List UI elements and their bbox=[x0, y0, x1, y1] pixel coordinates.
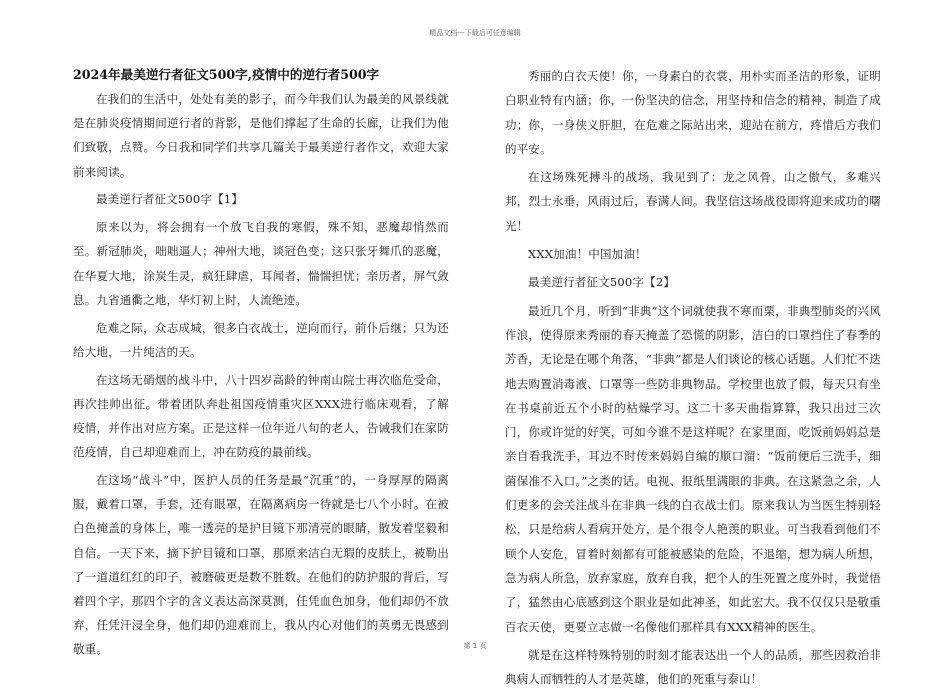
body-paragraph: 原来以为，将会拥有一个放飞自我的寒假，殊不知，恶魔却悄然而至。新冠肺炎，咄咄逼人；神州大地，谈冠色变；这只张牙舞爪的恶魔，在华夏大地，涂炭生灵，疯狂肆虐，耳闻者，惴惴担忧；亲历者，屏气敛息。九省通衢之地，华灯初上时，人流绝迹。 bbox=[73, 220, 449, 307]
section-heading-2: 最美逆行者征文500字【2】 bbox=[528, 275, 676, 290]
section-heading-1: 最美逆行者征文500字【1】 bbox=[96, 192, 244, 207]
body-paragraph: 秀丽的白衣天使！你，一身素白的衣裳，用朴实而圣洁的形象，证明白职业特有内涵；你，一份坚决的信念，用坚持和信念的精神，制造了成功；你，一身侠义肝胆，在危难之际站出来，迎站在前方，疼惜后方我们的平安。 bbox=[505, 69, 881, 156]
left-column bbox=[73, 64, 449, 665]
body-paragraph: 危难之际，众志成城，很多白衣战士，逆向而行，前仆后继；只为还给大地，一片纯洁的天。 bbox=[73, 320, 449, 359]
intro-paragraph: 在我们的生活中，处处有美的影子，而今年我们认为最美的风景线就是在肺炎疫情期间逆行者的背影，是他们撑起了生命的长廊，让我们为他们致敬，点赞。今日我和同学们共享几篇关于最美逆行者作文，欢迎大家前来阅读。 bbox=[73, 92, 449, 179]
body-paragraph: 在这场无硝烟的战斗中，八十四岁高龄的钟南山院士再次临危受命，再次挂帅出征。带着团队奔赴祖国疫情重灾区XXX进行临床观看，了解疫情，并作出对应方案。正是这样一位年近八旬的老人，告诫我们在家防范疫情，自己却迎难而上，冲在防疫的最前线。 bbox=[73, 372, 449, 460]
body-paragraph: 在这场“战斗”中，医护人员的任务是最“沉重”的，一身厚厚的隔离服，戴着口罩，手套，还有眼罩，在隔离病房一待就是七八个小时。在被白色掩盖的身体上，唯一透亮的是护目镜下那清亮的眼睛，散发着坚毅和自信。一天下来，摘下护目镜和口罩，那原来洁白无瑕的皮肤上，被勒出了一道道红红的印子，被磨破更是数不胜数。在他们的防护服的背后，写着四个字，那四个字的含义表达高深莫测，任凭血色加身，他们却仍不放弃，任凭汗浸全身，他们却仍迎难而上，我从内心对他们的英勇无畏感到敬重。 bbox=[73, 473, 449, 657]
page-number: 第 1 页 bbox=[463, 642, 487, 650]
document-title: 2024年最美逆行者征文500字,疫情中的逆行者500字 bbox=[73, 67, 380, 82]
body-paragraph: 最近几个月，听到“非典”这个词就使我不寒而栗，非典型肺炎的兴风作浪，使得原来秀丽的春天掩盖了恐慌的阴影，洁白的口罩挡住了春季的芳香，无论是在哪个角落，“非典”都是人们谈论的核心话题。人们忙不迭地去购置消毒液、口罩等一些防非典物品。学校里也放了假，每天只有坐在书桌前近五个小时的枯燥学习。这二十多天曲指算算，我只出过三次门，你或许觉的好笑，可如今谁不是这样呢？在家里面，吃饭前妈妈总是亲自看我洗手，耳边不时传来妈妈自编的顺口溜：“饭前便后三洗手，细菌保准不入口。”之类的话。电视、报纸里满眼的非典。在这紧急之余，人们更多的会关注战斗在非典一线的白衣战士们。原来我认为当医生特别轻松，只是给病人看病开处方，是个很令人艳羡的职业。可当我看到他们不顾个人安危，冒着时刻都有可能被感染的危险，不退缩，想为病人所想，急为病人所急，放弃家庭，放弃自我，把个人的生死置之度外时，我觉悟了，猛然由心底感到这个职业是如此神圣，如此宏大。我不仅仅只是敬重百衣天使，更要立志做一名像他们那样具有XXX精神的医生。 bbox=[505, 303, 881, 634]
body-paragraph: 就是在这样特殊特别的时刻才能表达出一个人的品质，那些因救治非典病人而牺牲的人才是英雄，他们的死重与泰山！ bbox=[505, 647, 881, 687]
body-paragraph: 在这场殊死搏斗的战场，我见到了：龙之风骨，山之傲气，多难兴邦，烈士永垂，风雨过后，春满人间。我坚信这场战役即将迎来成功的曙光！ bbox=[505, 170, 881, 233]
page-header: 精品文档---下载后可任意编辑 bbox=[429, 29, 521, 37]
cheer-line: XXX加油！中国加油！ bbox=[528, 247, 647, 262]
right-column bbox=[505, 64, 881, 695]
